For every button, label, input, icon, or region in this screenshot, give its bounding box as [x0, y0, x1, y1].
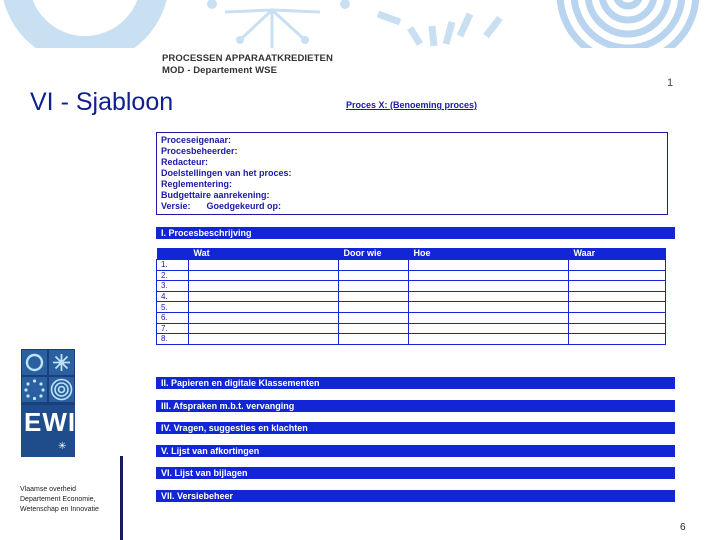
row-number: 4. — [157, 291, 189, 302]
row-number: 5. — [157, 302, 189, 313]
table-row — [157, 260, 666, 271]
page-number-top: 1 — [667, 77, 674, 89]
meta-field: Redacteur: — [161, 157, 209, 167]
process-metadata-box — [156, 132, 668, 215]
ewi-logo — [21, 349, 75, 457]
org-line: Wetenschap en Innovatie — [20, 506, 99, 513]
row-number: 3. — [157, 281, 189, 292]
meta-field: Procesbeheerder: — [161, 146, 238, 156]
org-line: Departement Economie, — [20, 496, 96, 503]
meta-field: Proceseigenaar: — [161, 135, 232, 145]
section-bar-bijlagen: VI. Lijst van bijlagen — [156, 467, 675, 479]
decorative-header-band — [0, 0, 720, 48]
table-row — [157, 281, 666, 292]
row-number: 7. — [157, 323, 189, 334]
process-description-table — [156, 248, 666, 345]
row-number: 8. — [157, 334, 189, 345]
process-title: Proces X: (Benoeming proces) — [346, 100, 478, 110]
row-number: 2. — [157, 270, 189, 281]
row-number: 1. — [157, 260, 189, 271]
meta-field-value: Goedgekeurd op: — [206, 201, 282, 211]
table-row — [157, 323, 666, 334]
section-bar-klassementen: II. Papieren en digitale Klassementen — [156, 377, 675, 389]
table-row — [157, 270, 666, 281]
section-bar-vervanging: III. Afspraken m.b.t. vervanging — [156, 400, 675, 412]
slide-title: VI - Sjabloon — [30, 88, 174, 116]
org-line: Vlaamse overheid — [20, 486, 77, 493]
table-row — [157, 302, 666, 313]
table-header-cell: Hoe — [409, 248, 569, 260]
meta-field: Reglementering: — [161, 179, 233, 189]
table-header-cell: Wat — [189, 248, 339, 260]
logo-star-icon: ✳ — [58, 441, 67, 452]
organization-name — [20, 485, 99, 515]
meta-field: Budgettaire aanrekening: — [161, 190, 270, 200]
page-number-bottom: 6 — [680, 522, 686, 533]
table-header-cell — [157, 248, 189, 260]
section-bar-versiebeheer: VII. Versiebeheer — [156, 490, 675, 502]
section-bar-vragen: IV. Vragen, suggesties en klachten — [156, 422, 675, 434]
section-bar-afkortingen: V. Lijst van afkortingen — [156, 445, 675, 457]
meta-field: Doelstellingen van het proces: — [161, 168, 292, 178]
logo-text: EWI — [24, 407, 77, 437]
document-header-line2: MOD - Departement WSE — [162, 65, 278, 76]
ewi-logo-icon — [21, 349, 75, 457]
decorative-pattern-icon — [0, 0, 720, 48]
vertical-divider — [120, 456, 123, 540]
meta-field-version — [161, 201, 663, 212]
row-number: 6. — [157, 312, 189, 323]
table-row — [157, 312, 666, 323]
meta-field-label: Versie: — [161, 201, 191, 211]
document-header-line1: PROCESSEN APPARAATKREDIETEN — [162, 53, 333, 64]
section-bar-procesbeschrijving: I. Procesbeschrijving — [156, 227, 675, 239]
table-header-row — [157, 248, 666, 260]
table-row — [157, 291, 666, 302]
table-header-cell: Door wie — [339, 248, 409, 260]
table-row — [157, 334, 666, 345]
table-header-cell: Waar — [569, 248, 666, 260]
